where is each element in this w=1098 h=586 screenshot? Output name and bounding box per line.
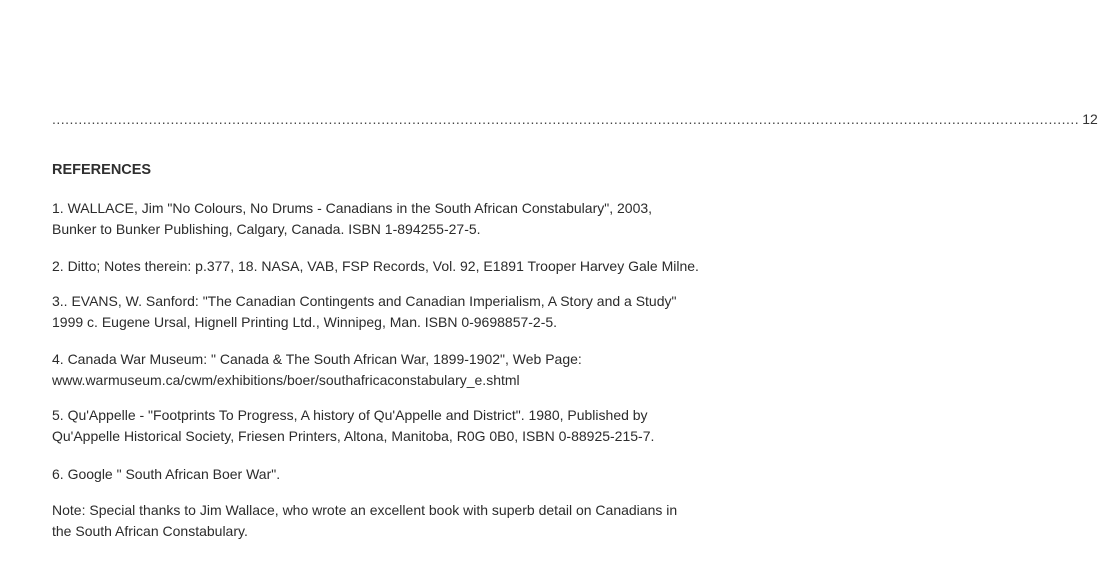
reference-item-4 [52,349,772,390]
toc-page-number: 12 [1082,111,1098,127]
reference-item-1 [52,198,772,239]
reference-item-2 [52,256,772,277]
reference-4-line-1: 4. Canada War Museum: " Canada & The South African War, 1899-1902", Web Page: [52,351,582,367]
toc-dot-leader: .......................................................................................................................................................................................................................................... [52,111,1080,127]
acknowledgement-note [52,500,772,541]
reference-item-5 [52,405,772,446]
reference-3-line-1: 3.. EVANS, W. Sanford: "The Canadian Contingents and Canadian Imperialism, A Story and a Study" [52,293,677,309]
note-line-1: Note: Special thanks to Jim Wallace, who wrote an excellent book with superb detail on Canadians in [52,502,678,518]
references-heading: REFERENCES [52,162,152,178]
reference-3-line-2: 1999 c. Eugene Ursal, Hignell Printing Ltd., Winnipeg, Man. ISBN 0-9698857-2-5. [52,313,558,330]
reference-1-line-2: Bunker to Bunker Publishing, Calgary, Canada. ISBN 1-894255-27-5. [52,220,481,237]
reference-4-line-2: www.warmuseum.ca/cwm/exhibitions/boer/southafricaconstabulary_e.shtml [52,371,520,388]
note-line-2: the South African Constabulary. [52,522,248,539]
reference-6-line-1: 6. Google " South African Boer War". [52,466,281,482]
reference-item-3 [52,291,772,332]
reference-2-line-1: 2. Ditto; Notes therein: p.377, 18. NASA, VAB, FSP Records, Vol. 92, E1891 Trooper Harvey Gale Milne. [52,258,699,274]
reference-5-line-2: Qu'Appelle Historical Society, Friesen Printers, Altona, Manitoba, R0G 0B0, ISBN 0-88925-215-7. [52,427,655,444]
reference-1-line-1: 1. WALLACE, Jim "No Colours, No Drums - Canadians in the South African Constabulary", 2003, [52,200,653,216]
reference-item-6 [52,464,772,485]
reference-5-line-1: 5. Qu'Appelle - "Footprints To Progress, A history of Qu'Appelle and District". 1980, Published by [52,407,648,423]
toc-entry [52,110,1098,128]
